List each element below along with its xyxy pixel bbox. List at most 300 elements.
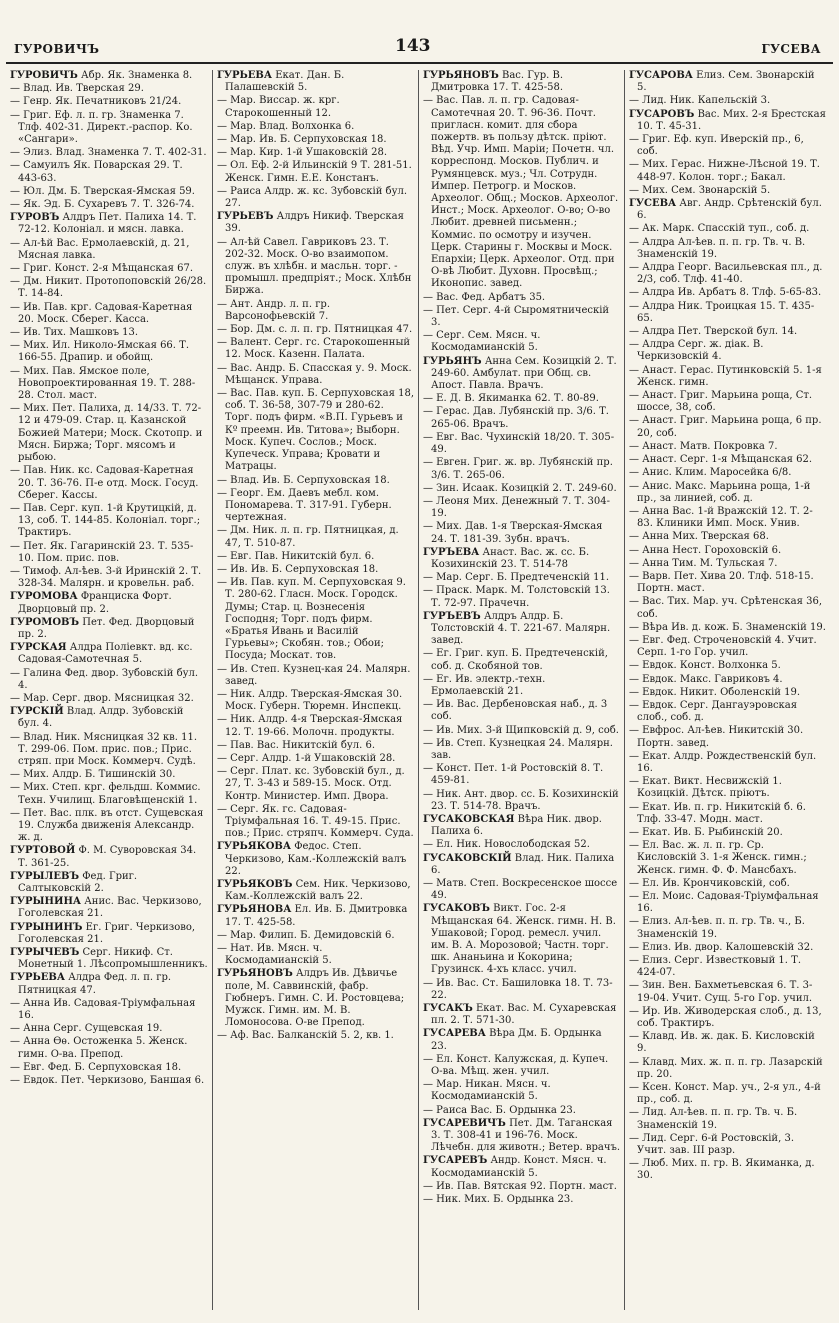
entry-text: — Аф. Вас. Балканскій 5. 2, кв. 1. [217,1030,394,1042]
entry-text: — Алдра Георг. Васильевская пл., д. 2/3, соб. Тлф. 41-40. [629,262,823,286]
entry-text: Серг. Никиф. Ст. Монетный 1. Лѣсопромышленникъ. [18,947,208,971]
directory-entry [217,564,414,576]
directory-entry [217,186,414,210]
entry-text: — Мар. Никан. Мясн. ч. Космодамианскій 5. [423,1079,551,1103]
entry-text: — Георг. Ем. Даевъ мебл. ком. Пономарева. Т. 317-91. Губерн. чертежная. [217,487,392,524]
surname: ГУРЫНИНЪ [10,921,83,933]
directory-entry [629,558,826,570]
entry-text: Алдра Фед. л. п. гр. Пятницкая 47. [18,972,172,996]
surname: ГУРСКІЙ [10,706,64,718]
directory-entry [217,740,414,752]
directory-entry [423,547,620,571]
entry-text: — Конст. Пет. 1-й Ростовскій 8. Т. 459-81. [423,763,604,787]
entry-text: — Нат. Ив. Мясн. ч. Космодамианскій 5. [217,943,332,967]
directory-entry [217,237,414,298]
surname: ГУРЬЯНОВЪ [423,70,499,81]
entry-text: — Люб. Мих. п. гр. В. Якиманка, д. 30. [629,1158,815,1182]
surname: ГУСАКОВЪ [423,903,490,915]
directory-entry [629,326,826,338]
entry-text: — Евфрос. Ал-ѣев. Никитскій 30. Портн. завед. [629,725,804,749]
surname: ГУСАРОВЪ [629,108,695,120]
directory-entry [629,660,826,672]
entry-text: — Ник. Ант. двор. сс. Б. Козихинскій 23. Т. 514-78. Врачъ. [423,788,619,812]
entry-text: — Анна Серг. Сущевская 19. [10,1023,163,1035]
entry-text: — Генр. Як. Печатниковъ 21/24. [10,96,182,108]
entry-text: — Клавд. Ив. ж. дак. Б. Кисловскій 9. [629,1031,815,1055]
directory-entry [629,481,826,505]
surname: ГУСАРЕВЪ [423,1155,488,1167]
entry-text: — Ал-ѣй Вас. Ермолаевскій, д. 21, Мясная лавка. [10,237,190,261]
directory-entry [629,1006,826,1030]
entry-text: — Анаст. Герас. Путинковскій 5. 1-я Женск. гимн. [629,364,822,388]
surname: ГУРЬЕВЪ [217,211,274,223]
surname: ГУРОМОВЪ [10,616,80,628]
entry-text: — Вас. Пав. куп. Б. Серпуховская 18, соб. Т. 36-58, 307-79 и 280-62. Торг. подъ фирм. «В.П. Гурьевъ и Кº преемн. Ив. Титова»; Выборн. Моск. Купеч. Сослов.; Моск. Купеческ. Управа; Кровати и Матрацы. [217,388,414,473]
entry-text: — Евдок. Никит. Оболенскій 19. [629,686,801,698]
entry-text: — Анна Вас. 1-й Вражскій 12. Т. 2-83. Клиники Имп. Моск. Унив. [629,505,813,530]
directory-entry [217,904,414,928]
directory-entry [629,635,826,659]
entry-text: — Лид. Ал-ѣев. п. п. гр. Тв. ч. Б. Знаменскій 19. [629,1107,798,1131]
entry-text: — Анаст. Матв. Покровка 7. [629,440,778,452]
entry-text: Викт. Гос. 2-я Мѣщанская 64. Женск. гимн. Н. В. Ушаковой; Город. ремесл. учил. им. В. А. Морозовой; Частн. торг. шк. Ананьина и Кокорина; Грузинск. 4-хъ класс. учил. [431,903,616,976]
directory-entry [423,1155,620,1179]
directory-entry [423,903,620,976]
directory-entry [217,324,414,336]
directory-entry [629,1057,826,1081]
directory-entry [629,339,826,363]
column-2 [212,70,418,1310]
directory-entry [629,223,826,235]
surname: ГУРОМОВА [10,591,78,603]
directory-entry [217,968,414,1029]
directory-entry [10,998,208,1022]
entry-text: Вѣра Дм. Б. Ордынка 23. [431,1028,602,1052]
entry-text: — Валент. Серг. гс. Старокошенный 12. Моск. Казенн. Палата. [217,337,411,361]
directory-entry [629,725,826,749]
entry-text: — Ив. Вас. Дербеновская наб., д. 3 соб. [423,699,608,723]
directory-entry [10,340,208,364]
entry-text: — Ник. Мих. Б. Ордынка 23. [423,1194,574,1206]
entry-text: — Ел. Ник. Новослободская 52. [423,839,590,851]
directory-entry [217,147,414,159]
entry-text: — Пет. Як. Гагаринскій 23. Т. 535-10. Пом. прис. пов. [10,540,194,564]
entry-text: — Ник. Алдр. Тверская-Ямская 30. Моск. Губерн. Тюремн. Инспекц. [217,688,403,713]
directory-entry [10,896,208,920]
directory-entry [10,327,208,339]
directory-entry [423,496,620,520]
directory-entry [10,706,208,730]
entry-text: — Екат. Ив. Б. Рыбинскій 20. [629,826,783,838]
directory-entry [423,853,620,877]
entry-text: — Евг. Вас. Чухинскій 18/20. Т. 305-49. [423,431,615,456]
entry-text: — Ксен. Конст. Мар. уч., 2-я ул., 4-й пр., соб. д. [629,1082,821,1106]
directory-entry [10,591,208,615]
directory-entry [10,845,208,869]
directory-entry [629,159,826,183]
entry-text: — Пав. Серг. куп. 1-й Крутицкій, д. 13, соб. Т. 144-85. Колоніал. торг.; Трактиръ. [10,502,201,539]
entry-text: — Евг. Фед. Б. Серпуховская 18. [10,1061,182,1073]
directory-entry [629,1031,826,1055]
directory-entry [629,441,826,453]
entry-text: — Дм. Ник. л. п. гр. Пятницкая, д. 47, Т. 510-87. [217,525,399,549]
entry-text: — Анис. Макс. Марьина роща, 1-й пр., за линией, соб. д. [629,480,811,504]
entry-text: — Евген. Григ. ж. вр. Лубянскій пр. 3/6. Т. 265-06. [423,457,613,481]
entry-text: — Евдок. Макс. Гавриковъ 4. [629,673,783,685]
directory-entry [10,541,208,565]
directory-entry [629,674,826,686]
entry-text: Андр. Конст. Мясн. ч. Космодамианскій 5. [431,1155,607,1179]
directory-entry [629,916,826,940]
entry-text: Ег. Григ. Черкизово, Гоголевская 21. [18,921,196,945]
entry-text: Екат. Дан. Б. Палашевскій 5. [225,70,345,94]
entry-text: Алдръ Ив. Дѣвичье поле, М. Саввинскій, фабр. Гюбнеръ. Гимн. С. И. Ростовцева; Мужск. Гимн. им. М. В. Ломоносова. О-ве Препод. [225,968,405,1029]
directory-entry [423,521,620,545]
directory-entry [629,262,826,286]
surname: ГУРТОВОЙ [10,845,76,857]
directory-entry [217,804,414,841]
entry-text: — Анна Ив. Садовая-Тріумфальная 16. [10,997,196,1022]
entry-text: — Евдок. Пет. Черкизово, Баншая 6. [10,1075,205,1087]
directory-entry [10,1023,208,1035]
directory-entry [217,160,414,184]
entry-text: — Анаст. Григ. Марьина роща, 6 пр. 20, соб. [629,415,822,439]
directory-entry [10,1062,208,1074]
entry-text: — Ив. Степ. Кузнецкая 24. Малярн. зав. [423,737,613,761]
entry-text: — Ег. Григ. куп. Б. Предтеченскій, соб. д. Скобяной тов. [423,648,608,672]
entry-text: — Элиз. Влад. Знаменка 7. Т. 402-31. [10,147,207,159]
entry-text: — Пав. Вас. Никитскій бул. 6. [217,739,375,751]
directory-entry [217,577,414,662]
directory-entry [217,664,414,688]
directory-entry [10,96,208,108]
directory-entry [423,763,620,787]
directory-entry [423,1105,620,1117]
directory-entry [629,571,826,595]
entry-text: — Ив. Степ. Кузнец-кая 24. Малярн. завед. [217,663,411,687]
entry-text: — Мих. Степ. крг. фельдш. Коммис. Техн. Училищ. Благовѣщенскій 1. [10,782,201,806]
surname: ГУРЫЧЕВЪ [10,947,80,959]
running-head-left: ГУРОВИЧЪ [14,42,100,56]
directory-entry [423,356,620,393]
directory-entry [10,972,208,996]
entry-text: — Мих. Дав. 1-я Тверская-Ямская 24. Т. 181-39. Зубн. врачъ. [423,521,603,545]
directory-entry [217,121,414,133]
entry-text: — Варв. Пет. Хива 20. Тлф. 518-15. Портн. маст. [629,570,814,595]
entry-text: — Мар. Ив. Б. Серпуховская 18. [217,134,387,146]
directory-entry [217,943,414,967]
directory-entry [629,980,826,1004]
directory-entry [423,585,620,609]
entry-text: — Клавд. Мих. ж. п. п. гр. Лазарскій пр. 20. [629,1056,823,1080]
directory-columns [6,70,833,1310]
entry-text: — Мар. Серг. двор. Мясницкая 32. [10,692,194,704]
directory-entry [629,198,826,222]
directory-entry [10,871,208,895]
directory-entry [423,738,620,762]
directory-entry [423,457,620,481]
entry-text: — Серг. Плат. кс. Зубовскій бул., д. 27, Т. 3-43 и 589-15. Моск. Отд. Контр. Министер. Имп. Двора. [217,766,405,802]
entry-text: — Вас. Тих. Мар. уч. Срѣтенская 36, соб. [629,596,822,620]
entry-text: — Дм. Никит. Протопоповскій 26/28. Т. 14-84. [10,276,207,300]
directory-entry [423,330,620,354]
directory-entry [217,299,414,323]
column-1 [6,70,212,1310]
entry-text: Ел. Ив. Б. Дмитровка 17. Т. 425-58. [225,904,408,928]
directory-entry [10,732,208,769]
entry-text: — Мих. Сем. Звонарскій 5. [629,184,771,196]
directory-entry [10,617,208,641]
directory-entry [629,1107,826,1131]
directory-entry [423,611,620,648]
surname: ГУСАРЕВИЧЪ [423,1117,506,1129]
directory-entry [423,1079,620,1103]
directory-entry [629,596,826,620]
entry-text: — Пав. Ник. кс. Садовая-Каретная 20. Т. 36-76. П-е отд. Моск. Госуд. Сберег. Кассы. [10,465,199,501]
entry-text: — Анна Тим. М. Тульская 7. [629,557,778,569]
directory-entry [629,134,826,158]
entry-text: — Евдок. Серг. Дангауэровская слоб., соб. д. [629,699,798,724]
entry-text: — Ал-ѣй Савел. Гавриковъ 23. Т. 202-32. Моск. О-во взаимопом. служ. въ хлѣбн. и масльн. торг. - промышл. предпріят.; Моск. Хлѣбн Биржа. [217,236,412,297]
surname: ГУРЬЯНЪ [423,355,482,367]
entry-text: — Ег. Ив. электр.-техн. Ермолаевскій 21. [423,673,546,697]
directory-entry [10,366,208,403]
entry-text: — Мих. Алдр. Б. Тишинскій 30. [10,769,176,781]
entry-text: Франциска Форт. Дворцовый пр. 2. [18,591,172,615]
entry-text: — Ив. Пав. куп. М. Серпуховская 9. Т. 280-62. Гласн. Моск. Городск. Думы; Стар. ц. Вознесенія Господня; Торг. подъ фирм. «Братья Ивань и Василій Гурьевы»; Скобян. тов.; Обои; Посуда; Москат. тов. [217,577,406,662]
directory-entry [10,302,208,326]
entry-text: — Ел. Конст. Калужская, д. Купеч. О-ва. Мѣщ. жен. учил. [423,1053,609,1078]
directory-entry [10,160,208,184]
directory-entry [423,1003,620,1027]
directory-entry [629,840,826,877]
directory-entry [629,942,826,954]
entry-text: — Ант. Андр. л. п. гр. Варсонофьевскій 7. [217,298,331,322]
directory-entry [10,566,208,590]
directory-entry [10,186,208,198]
entry-text: — Ив. Вас. Ст. Башиловка 18. Т. 73-22. [423,977,613,1001]
directory-entry [423,406,620,430]
column-4 [624,70,830,1310]
surname: ГУСАКОВСКІЙ [423,852,512,864]
entry-text: — Мар. Серг. Б. Предтеченскій 11. [423,572,610,584]
entry-text: — Ак. Марк. Спасскій туп., соб. д. [629,223,810,235]
entry-text: Вас. Мих. 2-я Брестская 10. Т. 45-31. [637,108,826,132]
directory-entry [10,110,208,147]
directory-entry [423,674,620,698]
directory-entry [217,841,414,878]
entry-text: — Елиз. Ал-ѣев. п. п. гр. Тв. ч., Б. Знаменскій 19. [629,916,805,940]
entry-text: — Лид. Серг. 6-й Ростовскій, 3. Учит. зав. III разр. [629,1132,794,1157]
directory-entry [629,751,826,775]
entry-text: — Серг. Сем. Мясн. ч. Космодамианскій 5. [423,330,541,354]
entry-text: Пет. Дм. Таганская 3. Т. 308-41 и 196-76. Моск. Лѣчебн. для животн.; Ветер. врачъ. [431,1117,621,1154]
entry-text: — Мар. Влад. Волхонка 6. [217,120,355,132]
entry-text: Влад. Алдр. Зубовскій бул. 4. [18,706,184,730]
directory-entry [217,753,414,765]
entry-text: — Ел. Вас. ж. л. п. гр. Ср. Кисловскій 3. 1-я Женск. гимн.; Женск. гимн. Ф. Ф. Мансбахъ. [629,840,807,876]
entry-text: — Анна Нест. Гороховскій 6. [629,544,782,556]
directory-entry [10,199,208,211]
directory-entry [629,531,826,543]
entry-text: Федос. Степ. Черкизово, Кам.-Коллежскій валъ 22. [225,841,407,877]
surname: ГУРОВИЧЪ [10,70,78,81]
directory-entry [10,693,208,705]
directory-entry [217,95,414,119]
directory-entry [217,766,414,803]
surname: ГУРЪЕВА [423,546,480,558]
directory-entry [217,211,414,235]
directory-entry [423,95,620,290]
entry-text: — Анаст. Григ. Марьина роща, Ст. шоссе, 38, соб. [629,390,813,414]
entry-text: — Алдра Серг. ж. діак. В. Черкизовскій 4. [629,339,764,363]
directory-entry [10,808,208,845]
entry-text: — Григ. Еф. л. п. гр. Знаменка 7. Тлф. 402-31. Директ.-распор. Ко. «Сангари». [10,109,193,146]
entry-text: — Григ. Еф. куп. Иверскій пр., 6, соб. [629,134,804,158]
entry-text: — Алдра Ник. Троицкая 15. Т. 435-65. [629,300,815,324]
directory-entry [629,622,826,634]
directory-entry [423,305,620,329]
directory-entry [217,879,414,903]
surname: ГУРЬЕВА [217,70,273,81]
entry-text: Влад. Ник. Палиха 6. [431,852,615,876]
directory-entry [217,1030,414,1042]
entry-text: Анна Сем. Козицкій 2. Т. 249-60. Амбулат. при Общ. св. Апост. Павла. Врачъ. [431,355,617,392]
entry-text: — Ел. Ив. Крончиковскій, соб. [629,877,790,889]
entry-text: — Раиса Алдр. ж. кс. Зубовскій бул. 27. [217,185,407,210]
entry-text: Ф. М. Суворовская 34. Т. 361-25. [18,845,197,869]
directory-entry [423,789,620,813]
directory-entry [629,109,826,133]
entry-text: — Вас. Андр. Б. Спасская у. 9. Моск. Мѣщанск. Управа. [217,362,412,386]
entry-text: — Юл. Дм. Б. Тверская-Ямская 59. [10,185,195,197]
directory-entry [423,1194,620,1206]
directory-entry [629,365,826,389]
surname: ГУРЬЯНОВА [217,904,292,916]
directory-entry [423,878,620,902]
directory-entry [10,212,208,236]
entry-text: — Зин. Исаак. Козицкій 2. Т. 249-60. [423,482,617,494]
directory-entry [217,70,414,94]
entry-text: — Мар. Филип. Б. Демидовскій 6. [217,929,395,941]
entry-text: — Праск. Марк. М. Толстовскій 13. Т. 72-97. Прачечн. [423,585,610,609]
entry-text: Екат. Вас. М. Сухаревская пл. 2. Т. 571-30. [431,1003,617,1027]
entry-text: — Анна Мих. Тверская 68. [629,531,769,543]
directory-entry [423,70,620,94]
entry-text: — Евг. Фед. Строченовскій 4. Учит. Серп. 1-го Гор. учил. [629,634,817,659]
entry-text: — Алдра Пет. Тверской бул. 14. [629,326,798,338]
entry-text: Пет. Фед. Дворцовый пр. 2. [18,616,195,640]
surname: ГУРЫНИНА [10,896,82,908]
directory-entry [629,390,826,414]
directory-entry [217,475,414,487]
entry-text: Алдра Поліевкт. вд. кс. Садовая-Самотечная 5. [18,642,193,666]
surname: ГУСАКЪ [423,1003,473,1015]
directory-entry [629,287,826,299]
entry-text: — Мих. Герас. Нижне-Лѣсной 19. Т. 448-97. Колон. торг.; Бакал. [629,159,820,183]
directory-entry [629,955,826,979]
entry-text: — Мих. Пет. Палиха, д. 14/33. Т. 72-12 и 479-09. Стар. ц. Казанской Божией Матери; Моск. Скотопр. и Мясн. Биржа; Торг. мясомъ и рыбою. [10,403,203,464]
directory-entry [629,1133,826,1157]
directory-entry [217,388,414,473]
directory-entry [10,403,208,464]
entry-text: — Екат. Ив. п. гр. Никитскій б. 6. Тлф. 33-47. Модн. маст. [629,801,806,825]
entry-text: — Влад. Ив. Б. Серпуховская 18. [217,474,390,486]
directory-entry [423,1181,620,1193]
directory-entry [217,134,414,146]
directory-entry [10,668,208,692]
entry-text: — Самуилъ Як. Поварская 29. Т. 443-63. [10,160,183,184]
column-3 [418,70,624,1310]
entry-text: Алдръ Пет. Палиха 14. Т. 72-12. Колоніал. и мясн. лавка. [18,212,197,236]
entry-text: — Ив. Пав. крг. Садовая-Каретная 20. Моск. Сберег. Касса. [10,301,193,325]
directory-entry [423,1118,620,1155]
surname: ГУСЕВА [629,198,677,210]
entry-text: Анис. Вас. Черкизово, Гоголевская 21. [18,896,202,920]
directory-entry [629,454,826,466]
directory-entry [217,363,414,387]
entry-text: — Евг. Пав. Никитскій бул. 6. [217,550,375,562]
directory-entry [629,545,826,557]
directory-entry [629,687,826,699]
directory-entry [10,263,208,275]
entry-text: — Евдок. Конст. Волхонка 5. [629,660,781,672]
header-divider [6,62,833,64]
directory-entry [423,978,620,1002]
entry-text: Вѣра Ник. двор. Палиха 6. [431,813,602,838]
surname: ГУСАРЕВА [423,1028,486,1040]
directory-entry [423,393,620,405]
directory-entry [629,95,826,107]
directory-entry [629,415,826,439]
entry-text: — Ив. Тих. Машковъ 13. [10,327,139,339]
entry-text: — Серг. Алдр. 1-й Ушаковскій 28. [217,752,396,764]
entry-text: — Мих. Ил. Николо-Ямская 66. Т. 166-55. Драпир. и обойщ. [10,340,190,364]
directory-entry [423,572,620,584]
entry-text: — Лид. Ник. Капельскій 3. [629,95,771,107]
directory-entry [629,467,826,479]
running-head-right: ГУСЕВА [761,42,821,56]
directory-entry [10,238,208,262]
surname: ГУРЪЕВЪ [423,610,481,622]
directory-entry [217,689,414,713]
entry-text: — Ив. Ив. Б. Серпуховская 18. [217,563,379,575]
entry-text: — Ир. Ив. Живодерская слоб., д. 13, соб. Трактиръ. [629,1005,822,1030]
directory-entry [629,1082,826,1106]
entry-text: Алдръ Алдр. Б. Толстовскій 4. Т. 221-67. Малярн. завед. [431,610,611,647]
directory-entry [217,551,414,563]
entry-text: — Леоня Мих. Денежный 7. Т. 304-19. [423,495,611,520]
directory-entry [423,839,620,851]
entry-text: — Вас. Фед. Арбатъ 35. [423,291,546,303]
directory-entry [629,802,826,826]
directory-entry [10,83,208,95]
directory-entry [10,1075,208,1087]
entry-text: — Ник. Алдр. 4-я Тверская-Ямская 12. Т. 19-66. Молочн. продукты. [217,714,403,738]
entry-text: — Вас. Пав. л. п. гр. Садовая-Самотечная 20. Т. 96-36. Почт. пригласн. комит. для сбора пожертв. въ пользу дѣтск. пріют. Вѣд. Учр. Имп. Маріи; Почетн. чл. корреспонд. Москов. Публич. и Румянцевск. муз.; Чл. Сотрудн. Импер. Петрогр. и Москов. Археолог. Общ.; Москов. Археолог. Инст.; Моск. Археолог. О-во; О-во Любит. древней письменн.; Коммис. по осмотру и изучен. Церк. Старины г. Москвы и Моск. Епархіи; Церк. Археолог. Отд. при О-вѣ Любит. Духовн. Просвѣщ.; Иконопис. завед. [423,95,619,290]
entry-text: — Влад. Ник. Мясницкая 32 кв. 11. Т. 299-06. Пом. прис. пов.; Прис. стряп. при Моск. Коммерч. Судѣ. [10,731,198,767]
entry-text: — Е. Д. В. Якиманка 62. Т. 80-89. [423,393,599,405]
entry-text: — Вѣра Ив. д. кож. Б. Знаменскій 19. [629,621,826,633]
directory-entry [423,483,620,495]
entry-text: — Ол. Еф. 2-й Ильинскій 9 Т. 281-51. Женск. Гимн. Е.Е. Констанъ. [217,160,412,184]
entry-text: Фед. Григ. Салтыковскій 2. [18,870,138,894]
directory-entry [10,276,208,300]
entry-text: — Ив. Мих. 3-й Щипковскій д. 9, соб. [423,724,619,736]
entry-text: — Влад. Ив. Тверская 29. [10,83,144,95]
directory-entry [10,465,208,502]
entry-text: — Алдра Ив. Арбатъ 8. Тлф. 5-65-83. [629,287,822,299]
